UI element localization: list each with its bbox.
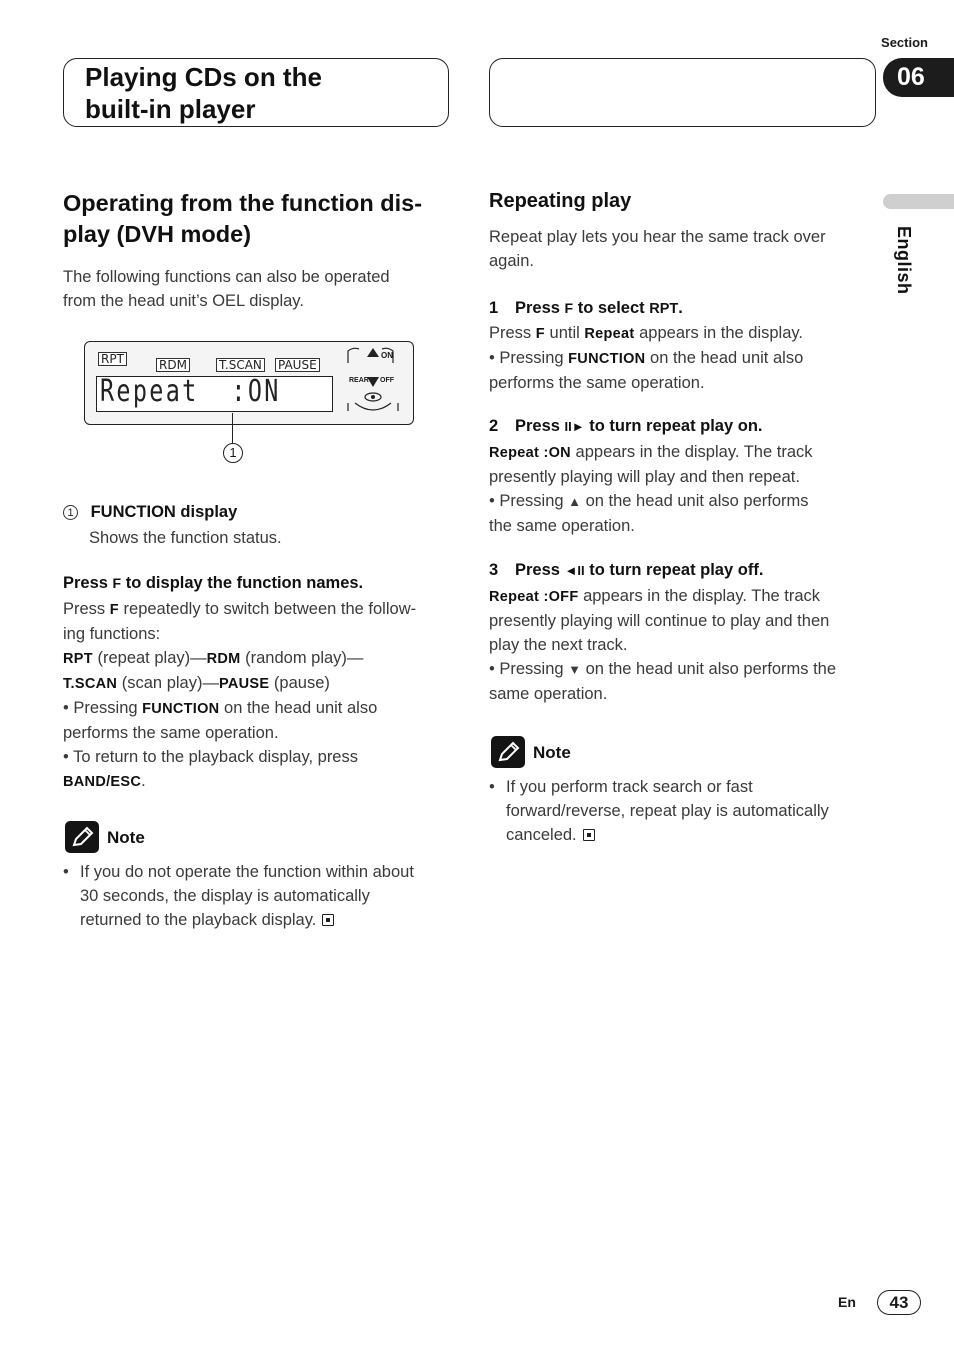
reverse-pause-icon: ◄II — [564, 563, 585, 578]
step2-number: 2 — [489, 417, 499, 435]
display-screen-text: Repeat :ON — [100, 374, 281, 409]
step3-number: 3 — [489, 561, 499, 579]
function-list-line1 — [63, 646, 453, 671]
s3p-key: Repeat :OFF — [489, 589, 579, 605]
s3p-a: appears in the display. The track — [578, 587, 821, 605]
chapter-title-line1: Playing CDs on the — [85, 62, 322, 92]
down-arrow-icon: ▼ — [568, 662, 582, 677]
s1p-key2: Repeat — [584, 326, 635, 342]
s1p-b: until — [544, 324, 585, 342]
left-heading — [63, 188, 422, 250]
indicator-rdm: RDM — [156, 358, 190, 372]
step1-bullet-line1 — [489, 346, 803, 371]
press-f-heading-a: Press — [63, 574, 113, 592]
s3b-a: • Pressing — [489, 660, 569, 678]
chapter-title — [85, 61, 322, 125]
empty-header-frame — [489, 58, 876, 127]
s1b-key: FUNCTION — [568, 351, 646, 367]
section-label: Section — [881, 35, 928, 50]
s1p-a: Press — [489, 324, 536, 342]
p1-key: F — [109, 602, 119, 618]
press-f-body-line1 — [63, 597, 453, 622]
right-intro-line2: again. — [489, 252, 534, 270]
right-note-text — [506, 775, 829, 847]
left-note-line1: If you do not operate the function within about — [80, 863, 414, 881]
s2b-b: on the head unit also performs — [581, 492, 809, 510]
up-arrow-icon: ▲ — [568, 494, 582, 509]
right-note-line3-wrap — [506, 823, 829, 847]
indicator-pause: PAUSE — [275, 358, 320, 372]
step1-a: Press — [515, 299, 565, 317]
indicator-rpt: RPT — [98, 352, 127, 366]
callout-line — [232, 413, 233, 443]
left-bullet2-line2 — [63, 769, 453, 794]
end-mark-icon — [322, 914, 334, 926]
right-heading: Repeating play — [489, 190, 632, 212]
note-pencil-icon — [491, 736, 525, 768]
left-bullet2-end: . — [141, 772, 146, 790]
callout-title-text: FUNCTION display — [90, 503, 238, 521]
func-rdm: RDM — [206, 651, 241, 667]
s1b-b: on the head unit also — [645, 349, 804, 367]
step2-body-line1 — [489, 440, 813, 465]
p1-b: repeatedly to switch between the follow- — [118, 600, 417, 618]
callout-description: Shows the function status. — [89, 529, 282, 547]
language-tab-bar — [883, 194, 954, 209]
right-note-line2: forward/reverse, repeat play is automatically — [506, 802, 829, 820]
section-number-tab: 06 — [883, 58, 954, 97]
s1b-a: • Pressing — [489, 349, 569, 367]
func-rdm-desc: (random play)— — [240, 649, 364, 667]
step1-c: . — [678, 299, 683, 317]
left-intro-line1: The following functions can also be operated — [63, 268, 390, 286]
left-note-line2: 30 seconds, the display is automatically — [80, 887, 370, 905]
left-note-text — [80, 860, 414, 932]
s3b-b: on the head unit also performs the — [581, 660, 837, 678]
note-pencil-icon — [65, 821, 99, 853]
s1p-key: F — [535, 326, 545, 342]
s2p-key: Repeat :ON — [489, 445, 571, 461]
func-rpt: RPT — [63, 651, 93, 667]
step3-body-line1 — [489, 584, 836, 609]
press-f-heading-key: F — [112, 575, 122, 591]
left-bullet1-line1 — [63, 696, 453, 721]
left-bullet1-line2: performs the same operation. — [63, 724, 279, 742]
page-number: 43 — [877, 1290, 921, 1315]
right-note-label: Note — [533, 743, 571, 762]
left-heading-line2: play (DVH mode) — [63, 221, 252, 247]
left-intro — [63, 265, 390, 313]
func-tscan-desc: (scan play)— — [117, 674, 219, 692]
press-f-body — [63, 597, 453, 794]
func-pause: PAUSE — [218, 676, 270, 692]
left-note-bullet: • — [63, 863, 69, 881]
end-mark-icon — [583, 829, 595, 841]
step2-bullet-line1 — [489, 489, 813, 514]
language-tab-label: English — [894, 226, 914, 295]
step3-bullet-line1 — [489, 657, 836, 682]
step1-key2: RPT — [649, 301, 679, 317]
step2-b: to turn repeat play on. — [584, 417, 763, 435]
press-f-body-line2: ing functions: — [63, 625, 161, 643]
step2-heading — [489, 417, 763, 436]
s2p-a: appears in the display. The track — [570, 443, 813, 461]
right-intro-line1: Repeat play lets you hear the same track over — [489, 228, 826, 246]
step1-key: F — [564, 300, 574, 316]
left-bullet1-key: FUNCTION — [142, 701, 220, 717]
func-tscan: T.SCAN — [63, 676, 118, 692]
step1-heading — [489, 299, 683, 318]
press-f-heading — [63, 574, 363, 593]
p1-a: Press — [63, 600, 110, 618]
step3-body-line3: play the next track. — [489, 636, 628, 654]
step1-b: to select — [573, 299, 650, 317]
callout-number: 1 — [63, 505, 78, 520]
step1-bullet-line2: performs the same operation. — [489, 374, 705, 392]
rear-label: REAR — [349, 377, 369, 384]
step3-body — [489, 584, 836, 706]
func-rpt-desc: (repeat play)— — [92, 649, 207, 667]
step3-heading — [489, 561, 763, 580]
left-bullet2-line1: • To return to the playback display, press — [63, 748, 358, 766]
left-note-line3-wrap — [80, 908, 414, 932]
step2-body-line2: presently playing will play and then repeat. — [489, 468, 800, 486]
play-pause-icon: II► — [564, 419, 585, 434]
chapter-title-line2: built-in player — [85, 94, 256, 124]
step3-b: to turn repeat play off. — [584, 561, 764, 579]
left-bullet1-a: • Pressing — [63, 699, 143, 717]
left-intro-line2: from the head unit’s OEL display. — [63, 292, 304, 310]
callout-marker: 1 — [223, 443, 243, 463]
language-code: En — [838, 1294, 856, 1310]
indicator-tscan: T.SCAN — [216, 358, 265, 372]
left-bullet1-b: on the head unit also — [219, 699, 378, 717]
func-pause-desc: (pause) — [269, 674, 330, 692]
right-intro — [489, 225, 826, 273]
right-note-bullet: • — [489, 778, 495, 796]
left-note-line3: returned to the playback display. — [80, 911, 317, 929]
step1-body — [489, 321, 803, 395]
left-bullet2-key: BAND/ESC — [63, 774, 142, 790]
left-note-label: Note — [107, 828, 145, 847]
off-label: OFF — [380, 377, 394, 384]
step1-number: 1 — [489, 299, 499, 317]
step2-body — [489, 440, 813, 538]
step3-bullet-line2: same operation. — [489, 685, 608, 703]
step2-bullet-line2: the same operation. — [489, 517, 635, 535]
step1-body-line1 — [489, 321, 803, 346]
on-label: ON — [381, 351, 393, 360]
press-f-heading-b: to display the function names. — [121, 574, 364, 592]
step3-body-line2: presently playing will continue to play and then — [489, 612, 830, 630]
right-note-line3: canceled. — [506, 826, 577, 844]
left-heading-line1: Operating from the function dis- — [63, 190, 423, 216]
step2-a: Press — [515, 417, 565, 435]
callout-title — [63, 503, 237, 522]
s1p-c: appears in the display. — [634, 324, 803, 342]
s2b-a: • Pressing — [489, 492, 569, 510]
step3-a: Press — [515, 561, 565, 579]
function-list-line2 — [63, 671, 453, 696]
right-note-line1: If you perform track search or fast — [506, 778, 753, 796]
